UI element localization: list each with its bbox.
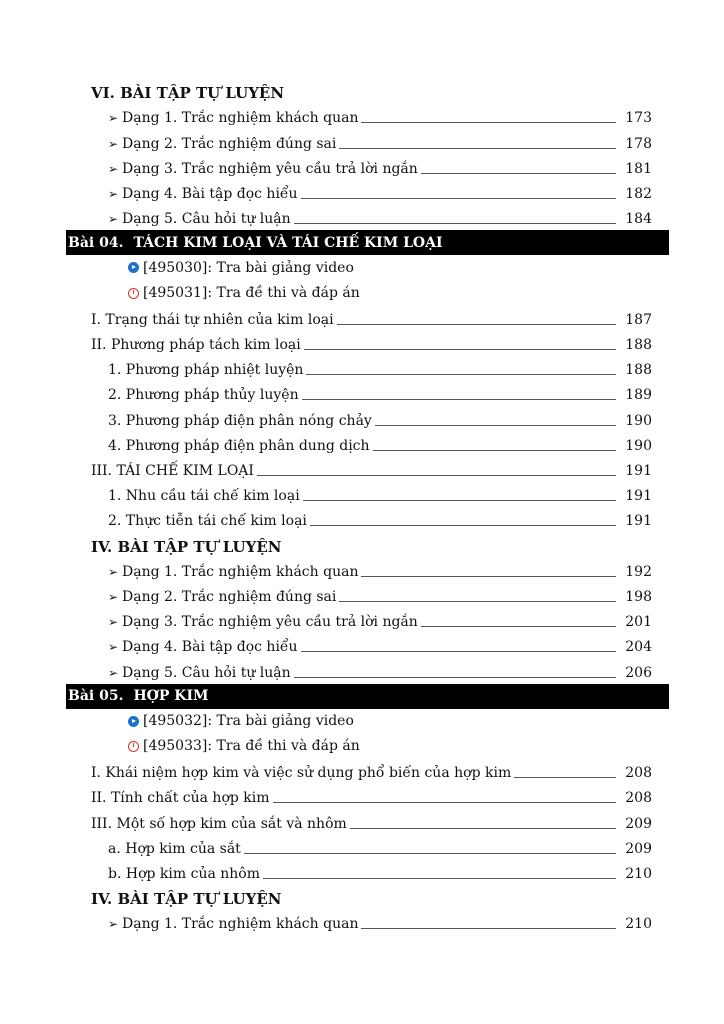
arrow-bullet-icon: ➢ [108, 212, 119, 227]
toc-entry-label: II. Tính chất của hợp kim [91, 790, 270, 807]
toc-entry[interactable] [0, 507, 724, 532]
toc-entry-label: I. Trạng thái tự nhiên của kim loại [91, 311, 334, 328]
toc-entry[interactable] [0, 205, 724, 230]
arrow-bullet-icon: ➢ [108, 615, 119, 630]
leader-line [303, 500, 616, 501]
resource-label: [495030]: Tra bài giảng video [143, 259, 354, 276]
toc-entry[interactable] [0, 457, 724, 482]
page-number: 206 [625, 664, 652, 681]
resource-link[interactable] [0, 709, 724, 734]
resource-label: [495031]: Tra đề thi và đáp án [143, 285, 360, 302]
toc-entry[interactable] [0, 910, 724, 935]
resource-link[interactable] [0, 734, 724, 759]
toc-entry[interactable] [0, 860, 724, 885]
page-number: 189 [625, 387, 652, 404]
toc-entry[interactable] [0, 104, 724, 129]
toc-entry-label: III. TÁI CHẾ KIM LOẠI [91, 463, 254, 479]
leader-line [361, 928, 616, 929]
toc-entry-label: Dạng 1. Trắc nghiệm khách quan [122, 563, 359, 580]
leader-line [257, 475, 616, 476]
toc-entry[interactable] [0, 381, 724, 406]
toc-entry[interactable] [0, 180, 724, 205]
leader-line [421, 626, 616, 627]
page-number: 209 [625, 840, 652, 857]
lesson-number: Bài 05. [68, 688, 124, 705]
page-number: 191 [625, 488, 652, 505]
toc-entry[interactable] [0, 809, 724, 834]
page-number: 201 [625, 614, 652, 631]
toc-entry[interactable] [0, 406, 724, 431]
arrow-bullet-icon: ➢ [108, 161, 119, 176]
toc-entry-label: b. Hợp kim của nhôm [108, 866, 260, 882]
page-number: 190 [625, 412, 652, 429]
lesson-title: TÁCH KIM LOẠI VÀ TÁI CHẾ KIM LOẠI [133, 234, 443, 251]
leader-line [301, 198, 616, 199]
toc-entry[interactable] [0, 306, 724, 331]
leader-line [337, 324, 616, 325]
leader-line [373, 450, 616, 451]
page-number: 188 [625, 362, 652, 379]
page-number: 210 [625, 866, 652, 882]
page-number: 191 [625, 513, 652, 530]
toc-entry-label: Dạng 1. Trắc nghiệm khách quan [122, 110, 359, 127]
table-of-contents [0, 79, 724, 935]
lesson-title: HỢP KIM [133, 688, 209, 705]
page-number: 184 [625, 211, 652, 228]
video-play-icon [128, 262, 139, 273]
toc-entry-label: III. Một số hợp kim của sắt và nhôm [91, 815, 347, 832]
leader-line [361, 576, 616, 577]
toc-entry[interactable] [0, 129, 724, 154]
page-number: 191 [625, 463, 652, 479]
page-number: 190 [625, 437, 652, 454]
toc-entry[interactable] [0, 482, 724, 507]
arrow-bullet-icon: ➢ [108, 111, 119, 126]
toc-entry-label: Dạng 2. Trắc nghiệm đúng sai [122, 588, 337, 605]
lesson-header [66, 684, 669, 709]
page-number: 208 [625, 765, 652, 782]
toc-entry-label: Dạng 5. Câu hỏi tự luận [122, 664, 291, 681]
toc-entry-label: 2. Phương pháp thủy luyện [108, 387, 299, 404]
toc-entry[interactable] [0, 356, 724, 381]
toc-entry[interactable] [0, 835, 724, 860]
toc-entry-label: II. Phương pháp tách kim loại [91, 337, 301, 354]
toc-entry[interactable] [0, 759, 724, 784]
resource-link[interactable] [0, 255, 724, 280]
toc-entry[interactable] [0, 558, 724, 583]
page-number: 204 [625, 639, 652, 656]
page-number: 173 [625, 110, 652, 127]
leader-line [302, 399, 616, 400]
page-number: 181 [625, 160, 652, 177]
toc-entry-label: VI. BÀI TẬP TỰ LUYỆN [91, 84, 285, 103]
toc-entry-label: a. Hợp kim của sắt [108, 840, 241, 857]
toc-entry-label: 4. Phương pháp điện phân dung dịch [108, 437, 370, 454]
toc-entry[interactable] [0, 608, 724, 633]
toc-entry-label: IV. BÀI TẬP TỰ LUYỆN [91, 537, 282, 556]
page-number: 209 [625, 815, 652, 832]
section-heading [0, 885, 724, 910]
toc-entry[interactable] [0, 784, 724, 809]
toc-entry-label: I. Khái niệm hợp kim và việc sử dụng phổ biến của hợp kim [91, 765, 512, 782]
leader-line [244, 853, 616, 854]
arrow-bullet-icon: ➢ [108, 136, 119, 151]
leader-line [301, 651, 616, 652]
resource-label: [495032]: Tra bài giảng video [143, 713, 354, 730]
toc-entry-label: IV. BÀI TẬP TỰ LUYỆN [91, 890, 282, 909]
arrow-bullet-icon: ➢ [108, 589, 119, 604]
toc-entry[interactable] [0, 155, 724, 180]
leader-line [375, 425, 616, 426]
toc-entry-label: Dạng 2. Trắc nghiệm đúng sai [122, 135, 337, 152]
page-number: 210 [625, 916, 652, 933]
resource-label: [495033]: Tra đề thi và đáp án [143, 738, 360, 755]
page-number: 187 [625, 311, 652, 328]
lesson-number: Bài 04. [68, 234, 124, 251]
arrow-bullet-icon: ➢ [108, 640, 119, 655]
resource-link[interactable] [0, 281, 724, 306]
toc-entry-label: Dạng 3. Trắc nghiệm yêu cầu trả lời ngắn [122, 160, 418, 177]
toc-entry-label: 3. Phương pháp điện phân nóng chảy [108, 412, 372, 429]
toc-entry-label: 2. Thực tiễn tái chế kim loại [108, 513, 307, 530]
toc-entry-label: Dạng 5. Câu hỏi tự luận [122, 211, 291, 228]
leader-line [350, 828, 616, 829]
clock-icon [128, 741, 139, 752]
leader-line [263, 878, 616, 879]
arrow-bullet-icon: ➢ [108, 564, 119, 579]
leader-line [294, 223, 616, 224]
video-play-icon [128, 716, 139, 727]
page-number: 178 [625, 135, 652, 152]
page-number: 182 [625, 185, 652, 202]
toc-entry-label: Dạng 4. Bài tập đọc hiểu [122, 185, 298, 202]
leader-line [339, 148, 616, 149]
toc-entry[interactable] [0, 658, 724, 683]
toc-entry-label: Dạng 4. Bài tập đọc hiểu [122, 639, 298, 656]
lesson-header [66, 230, 669, 255]
toc-entry-label: Dạng 1. Trắc nghiệm khách quan [122, 916, 359, 933]
leader-line [361, 122, 616, 123]
arrow-bullet-icon: ➢ [108, 186, 119, 201]
toc-entry-label: 1. Phương pháp nhiệt luyện [108, 362, 304, 379]
section-heading [0, 532, 724, 557]
arrow-bullet-icon: ➢ [108, 917, 119, 932]
leader-line [304, 349, 616, 350]
toc-entry-label: 1. Nhu cầu tái chế kim loại [108, 488, 300, 505]
toc-entry[interactable] [0, 432, 724, 457]
clock-icon [128, 288, 139, 299]
leader-line [273, 802, 616, 803]
leader-line [306, 374, 616, 375]
toc-entry[interactable] [0, 331, 724, 356]
toc-entry-label: Dạng 3. Trắc nghiệm yêu cầu trả lời ngắn [122, 614, 418, 631]
leader-line [421, 173, 616, 174]
toc-entry[interactable] [0, 633, 724, 658]
arrow-bullet-icon: ➢ [108, 665, 119, 680]
leader-line [294, 677, 616, 678]
page-number: 208 [625, 790, 652, 807]
toc-entry[interactable] [0, 583, 724, 608]
section-heading [0, 79, 724, 104]
page-number: 188 [625, 337, 652, 354]
leader-line [310, 525, 616, 526]
leader-line [339, 601, 616, 602]
page-number: 192 [625, 563, 652, 580]
page-number: 198 [625, 588, 652, 605]
leader-line [514, 777, 616, 778]
